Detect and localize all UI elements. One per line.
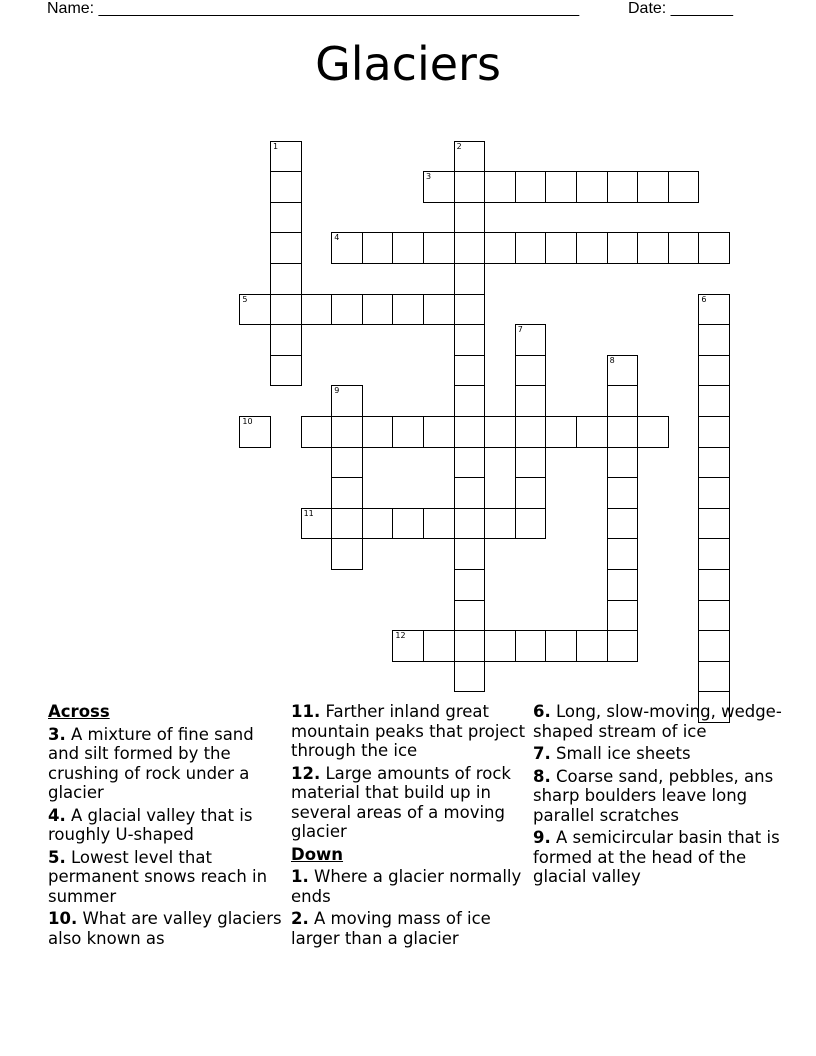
cell-number: 7 bbox=[517, 325, 523, 335]
clue-text: Farther inland great mountain peaks that project through the ice bbox=[291, 702, 526, 760]
clues-column-1 bbox=[48, 702, 284, 951]
grid-cell[interactable] bbox=[362, 508, 394, 540]
grid-cell[interactable] bbox=[607, 171, 639, 203]
grid-cell[interactable] bbox=[362, 232, 394, 264]
cell-number: 4 bbox=[334, 233, 340, 243]
grid-cell[interactable] bbox=[698, 630, 730, 662]
grid-cell[interactable] bbox=[331, 447, 363, 479]
grid-cell[interactable] bbox=[454, 477, 486, 509]
grid-cell[interactable] bbox=[423, 508, 455, 540]
clue-text: A moving mass of ice larger than a glacier bbox=[291, 909, 491, 948]
across-clue-11 bbox=[291, 702, 527, 761]
grid-cell[interactable] bbox=[423, 171, 455, 203]
grid-cell[interactable] bbox=[698, 294, 730, 326]
clue-text: Lowest level that permanent snows reach in summer bbox=[48, 847, 268, 906]
clue-number: 6. bbox=[533, 702, 551, 721]
grid-cell[interactable] bbox=[545, 630, 577, 662]
across-heading: Across bbox=[48, 702, 110, 721]
grid-cell[interactable] bbox=[423, 294, 455, 326]
grid-cell[interactable] bbox=[454, 538, 486, 570]
grid-cell[interactable] bbox=[270, 324, 302, 356]
clue-text: A mixture of fine sand and silt formed by the crushing of rock under a glacier bbox=[48, 724, 254, 802]
grid-cell[interactable] bbox=[637, 171, 669, 203]
grid-cell[interactable] bbox=[576, 232, 608, 264]
grid-cell[interactable] bbox=[454, 416, 486, 448]
clue-text: A glacial valley that is roughly U-shaped bbox=[48, 805, 253, 844]
grid-cell[interactable] bbox=[454, 508, 486, 540]
cell-number: 10 bbox=[242, 417, 253, 426]
clue-text: Small ice sheets bbox=[556, 744, 691, 763]
grid-cell[interactable] bbox=[454, 171, 486, 203]
cell-number: 6 bbox=[701, 294, 707, 304]
grid-cell[interactable] bbox=[515, 324, 547, 356]
cell-number: 5 bbox=[242, 294, 248, 304]
grid-cell[interactable] bbox=[515, 355, 547, 387]
grid-cell[interactable] bbox=[331, 294, 363, 326]
grid-cell[interactable] bbox=[698, 661, 730, 693]
grid-cell[interactable] bbox=[331, 416, 363, 448]
cell-number: 8 bbox=[609, 355, 615, 365]
clue-number: 12. bbox=[291, 763, 321, 783]
grid-cell[interactable] bbox=[270, 202, 302, 234]
clue-number: 9. bbox=[533, 828, 551, 847]
grid-cell[interactable] bbox=[270, 294, 302, 326]
grid-cell[interactable] bbox=[515, 508, 547, 540]
grid-cell[interactable] bbox=[270, 171, 302, 203]
clue-number: 10. bbox=[48, 909, 78, 928]
grid-cell[interactable] bbox=[668, 232, 700, 264]
clue-text: Large amounts of rock material that build up in several areas of a moving glacier bbox=[291, 763, 511, 841]
grid-cell[interactable] bbox=[423, 232, 455, 264]
clue-number: 2. bbox=[291, 909, 309, 928]
grid-cell[interactable] bbox=[698, 232, 730, 264]
grid-cell[interactable] bbox=[454, 661, 486, 693]
grid-cell[interactable] bbox=[607, 416, 639, 448]
clue-text: What are valley glaciers also known as bbox=[48, 909, 282, 948]
grid-cell[interactable] bbox=[698, 477, 730, 509]
grid-cell[interactable] bbox=[698, 600, 730, 632]
clue-number: 3. bbox=[48, 724, 66, 744]
grid-cell[interactable] bbox=[454, 232, 486, 264]
grid-cell[interactable] bbox=[454, 447, 486, 479]
grid-cell[interactable] bbox=[454, 294, 486, 326]
grid-cell[interactable] bbox=[698, 385, 730, 417]
grid-cell[interactable] bbox=[607, 569, 639, 601]
grid-cell[interactable] bbox=[331, 385, 363, 417]
across-clue-3 bbox=[48, 725, 284, 803]
grid-cell[interactable] bbox=[637, 416, 669, 448]
grid-cell[interactable] bbox=[576, 630, 608, 662]
grid-cell[interactable] bbox=[607, 600, 639, 632]
grid-cell[interactable] bbox=[454, 202, 486, 234]
grid-cell[interactable] bbox=[454, 141, 486, 173]
clues-column-2 bbox=[291, 702, 527, 951]
grid-cell[interactable] bbox=[270, 263, 302, 295]
grid-cell[interactable] bbox=[515, 171, 547, 203]
grid-cell[interactable] bbox=[698, 355, 730, 387]
grid-cell[interactable] bbox=[454, 324, 486, 356]
grid-cell[interactable] bbox=[392, 508, 424, 540]
grid-cell[interactable] bbox=[515, 232, 547, 264]
clue-number: 8. bbox=[533, 766, 551, 786]
clue-text: A semicircular basin that is formed at the head of the glacial valley bbox=[533, 828, 780, 886]
grid-cell[interactable] bbox=[698, 416, 730, 448]
date-field-label: Date: _______ bbox=[628, 0, 733, 17]
cell-number: 2 bbox=[456, 141, 462, 151]
grid-cell[interactable] bbox=[454, 630, 486, 662]
clue-text: Coarse sand, pebbles, ans sharp boulders leave long parallel scratches bbox=[533, 766, 774, 825]
grid-cell[interactable] bbox=[484, 630, 516, 662]
grid-cell[interactable] bbox=[331, 232, 363, 264]
cell-number: 1 bbox=[273, 141, 279, 151]
grid-cell[interactable] bbox=[331, 508, 363, 540]
clue-number: 5. bbox=[48, 847, 66, 867]
grid-cell[interactable] bbox=[698, 569, 730, 601]
clues-column-3 bbox=[533, 702, 783, 890]
grid-cell[interactable] bbox=[392, 294, 424, 326]
grid-cell[interactable] bbox=[454, 385, 486, 417]
clue-text: Long, slow-moving, wedge-shaped stream of ice bbox=[533, 702, 782, 741]
grid-cell[interactable] bbox=[270, 232, 302, 264]
across-clue-4 bbox=[48, 806, 284, 845]
grid-cell[interactable] bbox=[423, 630, 455, 662]
down-clue-2 bbox=[291, 909, 527, 948]
grid-cell[interactable] bbox=[484, 416, 516, 448]
grid-cell[interactable] bbox=[515, 477, 547, 509]
grid-cell[interactable] bbox=[392, 232, 424, 264]
across-clue-12 bbox=[291, 764, 527, 842]
grid-cell[interactable] bbox=[454, 355, 486, 387]
grid-cell[interactable] bbox=[576, 416, 608, 448]
grid-cell[interactable] bbox=[484, 232, 516, 264]
grid-cell[interactable] bbox=[301, 508, 333, 540]
grid-cell[interactable] bbox=[392, 416, 424, 448]
down-clue-1 bbox=[291, 867, 527, 906]
grid-cell[interactable] bbox=[607, 508, 639, 540]
grid-cell[interactable] bbox=[668, 171, 700, 203]
grid-cell[interactable] bbox=[698, 538, 730, 570]
grid-cell[interactable] bbox=[698, 447, 730, 479]
grid-cell[interactable] bbox=[637, 232, 669, 264]
grid-cell[interactable] bbox=[698, 324, 730, 356]
grid-cell[interactable] bbox=[545, 232, 577, 264]
cell-number: 11 bbox=[303, 508, 314, 518]
down-clue-8 bbox=[533, 767, 783, 826]
grid-cell[interactable] bbox=[698, 508, 730, 540]
down-clue-7 bbox=[533, 744, 783, 764]
clue-number: 11. bbox=[291, 702, 321, 721]
grid-cell[interactable] bbox=[607, 477, 639, 509]
grid-cell[interactable] bbox=[454, 569, 486, 601]
grid-cell[interactable] bbox=[515, 447, 547, 479]
clue-number: 4. bbox=[48, 805, 66, 825]
grid-cell[interactable] bbox=[607, 538, 639, 570]
name-field-label: Name: ______________________________________________________ bbox=[47, 0, 580, 17]
grid-cell[interactable] bbox=[270, 355, 302, 387]
grid-cell[interactable] bbox=[515, 385, 547, 417]
grid-cell[interactable] bbox=[239, 416, 271, 448]
grid-cell[interactable] bbox=[454, 263, 486, 295]
across-clue-5 bbox=[48, 848, 284, 907]
grid-cell[interactable] bbox=[607, 385, 639, 417]
clue-text: Where a glacier normally ends bbox=[291, 867, 522, 906]
grid-cell[interactable] bbox=[301, 294, 333, 326]
clue-number: 7. bbox=[533, 744, 551, 763]
clue-number: 1. bbox=[291, 867, 309, 886]
grid-cell[interactable] bbox=[576, 171, 608, 203]
cell-number: 3 bbox=[426, 172, 432, 182]
grid-cell[interactable] bbox=[515, 416, 547, 448]
grid-cell[interactable] bbox=[362, 294, 394, 326]
grid-cell[interactable] bbox=[607, 630, 639, 662]
grid-cell[interactable] bbox=[423, 416, 455, 448]
down-clue-6 bbox=[533, 702, 783, 741]
grid-cell[interactable] bbox=[454, 600, 486, 632]
page-title: Glaciers bbox=[315, 37, 501, 91]
down-clue-9 bbox=[533, 828, 783, 887]
grid-cell[interactable] bbox=[484, 171, 516, 203]
grid-cell[interactable] bbox=[607, 355, 639, 387]
grid-cell[interactable] bbox=[607, 232, 639, 264]
cell-number: 9 bbox=[334, 386, 340, 396]
grid-cell[interactable] bbox=[331, 538, 363, 570]
grid-cell[interactable] bbox=[301, 416, 333, 448]
grid-cell[interactable] bbox=[484, 508, 516, 540]
grid-cell[interactable] bbox=[545, 171, 577, 203]
grid-cell[interactable] bbox=[331, 477, 363, 509]
grid-cell[interactable] bbox=[515, 630, 547, 662]
grid-cell[interactable] bbox=[545, 416, 577, 448]
grid-cell[interactable] bbox=[607, 447, 639, 479]
grid-cell[interactable] bbox=[362, 416, 394, 448]
grid-cell[interactable] bbox=[270, 141, 302, 173]
cell-number: 12 bbox=[395, 631, 406, 641]
down-heading: Down bbox=[291, 844, 344, 864]
across-clue-10 bbox=[48, 909, 284, 948]
grid-cell[interactable] bbox=[392, 630, 424, 662]
grid-cell[interactable] bbox=[239, 294, 271, 326]
